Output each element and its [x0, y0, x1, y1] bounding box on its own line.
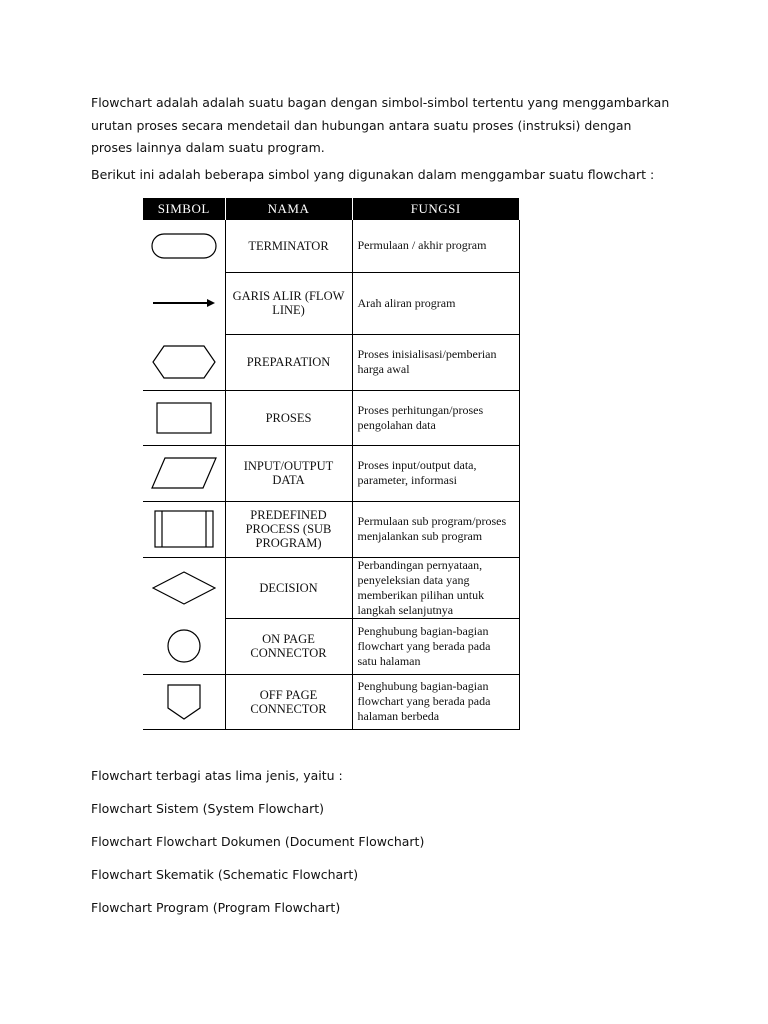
symbol-cell	[143, 618, 225, 674]
hexagon-icon	[152, 345, 216, 379]
table-row	[143, 501, 519, 557]
list-item: Flowchart Flowchart Dokumen (Document Flowchart)	[91, 834, 425, 849]
name-cell: PREDEFINED PROCESS (SUB PROGRAM)	[225, 501, 352, 557]
table-row	[143, 390, 519, 445]
table-row	[143, 618, 519, 674]
diamond-icon	[152, 571, 216, 605]
fungsi-cell: Proses input/output data, parameter, informasi	[352, 445, 519, 501]
fungsi-cell: Proses perhitungan/proses pengolahan data	[352, 390, 519, 445]
name-cell: GARIS ALIR (FLOW LINE)	[225, 272, 352, 334]
symbol-cell	[143, 557, 225, 618]
symbol-cell	[143, 220, 225, 272]
symbol-cell	[143, 445, 225, 501]
fungsi-cell: Arah aliran program	[352, 272, 519, 334]
symbol-table	[143, 198, 520, 730]
fungsi-cell: Permulaan sub program/proses menjalankan sub program	[352, 501, 519, 557]
fungsi-cell: Permulaan / akhir program	[352, 220, 519, 272]
fungsi-cell: Proses inisialisasi/pemberian harga awal	[352, 334, 519, 390]
list-item: Flowchart Program (Program Flowchart)	[91, 900, 341, 915]
fungsi-cell: Perbandingan pernyataan, penyeleksian data yang memberikan pilihan untuk langkah selanjutnya	[352, 557, 519, 618]
symbol-cell	[143, 272, 225, 334]
symbol-cell	[143, 674, 225, 729]
arrow-icon	[151, 297, 217, 309]
table-row	[143, 334, 519, 390]
list-item: Flowchart Skematik (Schematic Flowchart)	[91, 867, 359, 882]
header-fungsi: FUNGSI	[352, 198, 519, 220]
header-nama: NAMA	[225, 198, 352, 220]
predefined-process-icon	[154, 510, 214, 548]
circle-icon	[166, 628, 202, 664]
header-simbol: SIMBOL	[143, 198, 225, 220]
terminator-icon	[151, 233, 217, 259]
table-row	[143, 445, 519, 501]
name-cell: PROSES	[225, 390, 352, 445]
lead-paragraph: Berikut ini adalah beberapa simbol yang digunakan dalam menggambar suatu flowchart :	[91, 167, 655, 182]
table-header-row	[143, 198, 519, 220]
name-cell: TERMINATOR	[225, 220, 352, 272]
parallelogram-icon	[151, 457, 217, 489]
list-item: Flowchart Sistem (System Flowchart)	[91, 801, 325, 816]
name-cell: INPUT/OUTPUT DATA	[225, 445, 352, 501]
off-page-connector-icon	[167, 684, 201, 720]
types-intro: Flowchart terbagi atas lima jenis, yaitu :	[91, 768, 343, 783]
symbol-cell	[143, 501, 225, 557]
name-cell: PREPARATION	[225, 334, 352, 390]
name-cell: ON PAGE CONNECTOR	[225, 618, 352, 674]
name-cell: DECISION	[225, 557, 352, 618]
table-row	[143, 557, 519, 618]
table-row	[143, 220, 519, 272]
fungsi-cell: Penghubung bagian-bagian flowchart yang berada pada satu halaman	[352, 618, 519, 674]
fungsi-cell: Penghubung bagian-bagian flowchart yang berada pada halaman berbeda	[352, 674, 519, 729]
table-row	[143, 272, 519, 334]
rectangle-icon	[156, 402, 212, 434]
symbol-cell	[143, 390, 225, 445]
intro-paragraph: Flowchart adalah adalah suatu bagan dengan simbol-simbol tertentu yang menggambarkan urutan proses secara mendetail dan hubungan antara suatu proses (instruksi) dengan proses lainnya dalam suatu program.	[91, 95, 670, 155]
symbol-cell	[143, 334, 225, 390]
table-row	[143, 674, 519, 729]
name-cell: OFF PAGE CONNECTOR	[225, 674, 352, 729]
